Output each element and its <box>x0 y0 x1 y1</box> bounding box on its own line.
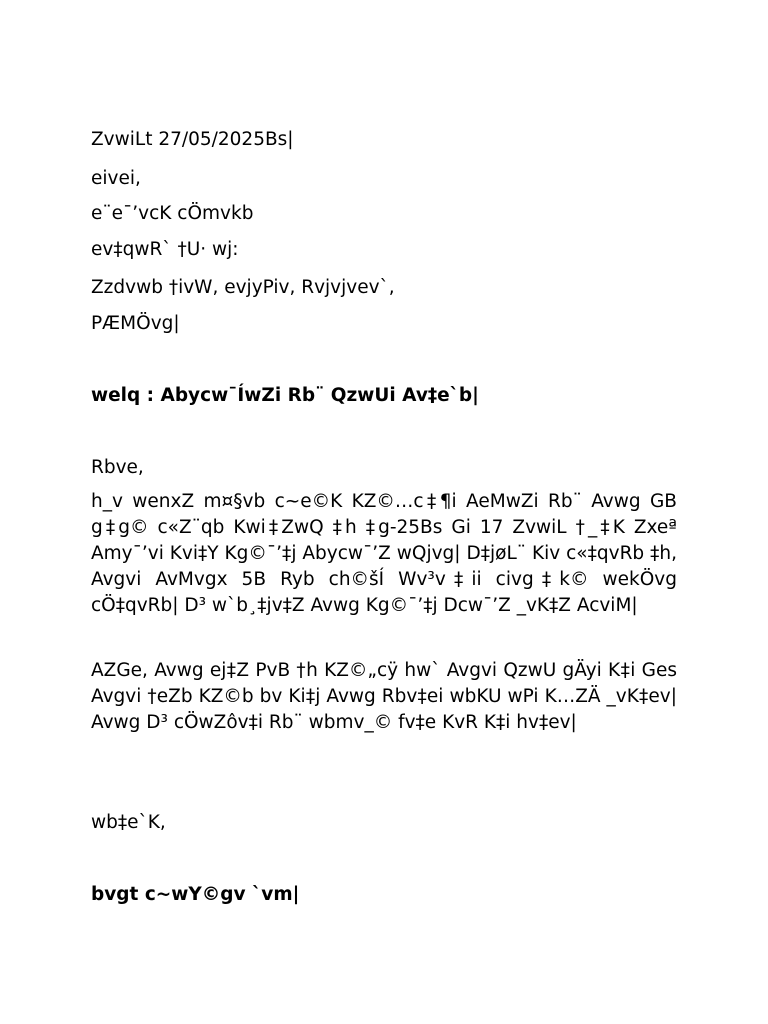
subject-line: welq : Abycw¯ÍwZi Rb¨ QzwUi Av‡e`b| <box>91 385 479 406</box>
recipient-line-5: PÆMÖvg| <box>91 313 180 334</box>
recipient-line-4: Zzdvwb †ivW, evjyPiv, Rvjvjvev`, <box>91 277 395 298</box>
recipient-line-3: ev‡qwR` †U· wj: <box>91 239 239 260</box>
recipient-line-2: e¨e¯’vcK cÖmvkb <box>91 203 254 224</box>
closing: wb‡e`K, <box>91 812 166 833</box>
date-line: ZvwiLt 27/05/2025Bs| <box>91 129 294 150</box>
salutation: Rbve, <box>91 457 144 478</box>
recipient-line-1: eivei, <box>91 168 141 189</box>
body-paragraph-2: AZGe, Avwg ej‡Z PvB †h KZ©„cÿ hw` Avgvi QzwU gÄyi K‡i Ges Avgvi †eZb KZ©b bv Ki‡j Avwg Rbv‡ei wbKU wPi K…ZÄ _vK‡ev| Avwg D³ cÖwZôv‡i Rb¨ wbmv_© fv‡e KvR K‡i hv‡ev| <box>91 660 677 733</box>
body-paragraph-1: h_v wenxZ m¤§vb c~e©K KZ©…c‡¶i AeMwZi Rb¨ Avwg GB g‡g© c«Z¨qb Kwi‡ZwQ ‡h ‡g-25Bs Gi 17 ZvwiL †_‡K Zxeª Amy¯’vi Kvi‡Y Kg©¯’‡j Abycw¯’Z wQjvg| D‡jøL¨ Kiv c«‡qvRb ‡h, Avgvi AvMvgx 5B Ryb ch©šÍ Wv³v‡ii civg‡k© wekÖvg cÖ‡qvRb| D³ w`b¸‡jv‡Z Avwg Kg©¯’‡j Dcw¯’Z _vK‡Z AcviM| <box>91 491 677 616</box>
signature: bvgt c~wY©gv `vm| <box>91 884 300 905</box>
